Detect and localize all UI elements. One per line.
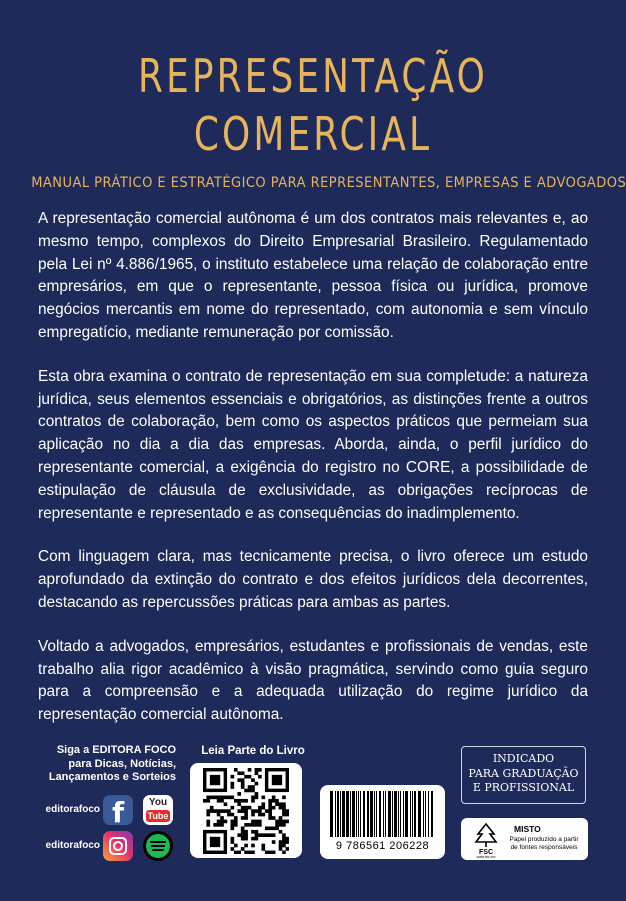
qr-module bbox=[258, 768, 262, 772]
paragraph-3: Com linguagem clara, mas tecnicamente precisa, o livro oferece um estudo aprofundado da extinção do contrato e dos efeitos jurídicos dela decorrentes, destacando as repercussões práticas para ambas as partes. bbox=[38, 548, 588, 611]
qr-module bbox=[248, 768, 252, 772]
qr-module bbox=[251, 844, 255, 848]
qr-module bbox=[241, 816, 245, 820]
qr-module bbox=[241, 799, 245, 803]
barcode-bar bbox=[400, 791, 401, 837]
barcode-bar bbox=[398, 791, 399, 837]
qr-module bbox=[258, 775, 262, 779]
qr-label: Leia Parte do Livro bbox=[201, 745, 305, 757]
qr-module bbox=[244, 799, 248, 803]
qr-module bbox=[234, 816, 238, 820]
qr-module bbox=[217, 796, 221, 800]
qr-module bbox=[251, 785, 255, 789]
qr-module bbox=[268, 816, 272, 820]
qr-module bbox=[255, 809, 259, 813]
paragraph-2: Esta obra examina o contrato de representação em sua completude: a natureza jurídica, seus elementos essenciais e obrigatórios, as distinções frente a outros contratos de colaboração, bem como os aspectos práticos que permeiam sua aplicação no dia a dia das empresas. Aborda, ainda, o perfil jurídico do representante comercial, a exigência do registro no CORE, a possibilidade de estipulação de cláusula de exclusividade, as obrigações recíprocas de representante e representado e as consequências do inadimplemento. bbox=[38, 367, 588, 522]
qr-module bbox=[237, 809, 241, 813]
barcode-bar bbox=[379, 791, 381, 837]
isbn-number: 9 786561 206228 bbox=[335, 840, 430, 852]
indicado-line-2-a: PARA bbox=[468, 766, 499, 780]
synopsis bbox=[38, 208, 588, 748]
barcode-bar bbox=[360, 791, 361, 837]
qr-module bbox=[272, 851, 276, 854]
qr-module bbox=[234, 768, 238, 772]
qr-module bbox=[286, 820, 289, 824]
qr-module bbox=[258, 809, 262, 813]
qr-module bbox=[244, 851, 248, 854]
qr-module bbox=[244, 837, 248, 841]
qr-module bbox=[279, 823, 283, 827]
qr-module bbox=[275, 820, 279, 824]
indicado-line-2-b: GRADUAÇÃO bbox=[502, 766, 579, 780]
qr-module bbox=[282, 851, 286, 854]
qr-module bbox=[231, 796, 235, 800]
qr-module bbox=[241, 826, 245, 830]
qr-module bbox=[265, 851, 269, 854]
qr-module bbox=[282, 823, 286, 827]
qr-module bbox=[282, 837, 286, 841]
qr-module bbox=[217, 823, 221, 827]
qr-module bbox=[224, 802, 228, 806]
qr-module bbox=[220, 796, 224, 800]
paragraph-1: A representação comercial autônoma é um dos contratos mais relevantes e, ao mesmo tempo, complexos do Direito Empresarial Brasileiro. Regulamentado pela Lei nº 4.886/1965, o instituto estabelece uma relação de colaboração entre empresários, em que o representante, pessoa física ou jurídica, promove negócios mercantis em nome do representado, com autonomia e sem vínculo empregatício, mediante remuneração por comissão. bbox=[38, 210, 588, 341]
qr-module bbox=[255, 830, 259, 834]
qr-module bbox=[255, 833, 259, 837]
spotify-wave-3 bbox=[152, 849, 164, 851]
barcode-bar bbox=[428, 791, 429, 837]
barcode-bar bbox=[356, 791, 357, 837]
barcode-bar bbox=[370, 791, 373, 837]
qr-module bbox=[268, 809, 272, 813]
qr-module bbox=[241, 847, 245, 851]
qr-module bbox=[272, 833, 276, 837]
barcode-bar bbox=[394, 791, 397, 837]
qr-module bbox=[258, 813, 262, 817]
qr-module bbox=[251, 796, 255, 800]
qr-module bbox=[241, 771, 245, 775]
qr-module bbox=[237, 799, 241, 803]
qr-module bbox=[251, 813, 255, 817]
qr-module bbox=[282, 820, 286, 824]
qr-module bbox=[282, 833, 286, 837]
fsc-logo-url: www.fsc.org bbox=[476, 855, 496, 858]
qr-module bbox=[248, 789, 252, 793]
qr-module bbox=[282, 796, 286, 800]
qr-module bbox=[241, 806, 245, 810]
qr-module bbox=[272, 816, 276, 820]
qr-module bbox=[265, 826, 269, 830]
qr-module bbox=[251, 851, 255, 854]
qr-code-graphic bbox=[203, 768, 289, 854]
qr-module bbox=[234, 799, 238, 803]
qr-module bbox=[286, 813, 289, 817]
youtube-you-text: You bbox=[148, 797, 168, 808]
qr-module bbox=[279, 840, 283, 844]
qr-module bbox=[279, 806, 283, 810]
barcode-bar bbox=[337, 791, 339, 837]
qr-module bbox=[206, 820, 210, 824]
qr-module bbox=[268, 799, 272, 803]
qr-module bbox=[220, 816, 224, 820]
qr-module bbox=[268, 826, 272, 830]
indicado-badge bbox=[461, 746, 586, 804]
social-handle-2: editorafoco bbox=[45, 840, 100, 851]
qr-module bbox=[261, 847, 265, 851]
qr-module bbox=[258, 833, 262, 837]
qr-module bbox=[231, 837, 235, 841]
indicado-line-3: E PROFISSIONAL bbox=[472, 781, 575, 794]
barcode-bar bbox=[346, 791, 349, 837]
qr-module bbox=[251, 809, 255, 813]
qr-module bbox=[224, 809, 228, 813]
barcode-bar bbox=[367, 791, 369, 837]
qr-module bbox=[282, 806, 286, 810]
barcode-bar bbox=[342, 791, 345, 837]
qr-module bbox=[279, 847, 283, 851]
qr-module bbox=[231, 826, 235, 830]
qr-module bbox=[248, 775, 252, 779]
qr-module bbox=[231, 782, 235, 786]
qr-module bbox=[217, 813, 221, 817]
qr-module bbox=[234, 820, 238, 824]
qr-module bbox=[286, 837, 289, 841]
qr-module bbox=[251, 820, 255, 824]
qr-module bbox=[279, 830, 283, 834]
social-follow-text bbox=[40, 744, 176, 785]
qr-module bbox=[217, 799, 221, 803]
qr-module bbox=[241, 809, 245, 813]
qr-module bbox=[231, 840, 235, 844]
qr-module bbox=[248, 823, 252, 827]
qr-module bbox=[255, 796, 259, 800]
qr-module bbox=[251, 823, 255, 827]
qr-module bbox=[231, 775, 235, 779]
qr-module bbox=[227, 796, 231, 800]
qr-module bbox=[220, 799, 224, 803]
qr-module bbox=[261, 802, 265, 806]
qr-module bbox=[206, 799, 210, 803]
qr-module bbox=[248, 806, 252, 810]
qr-module bbox=[255, 768, 259, 772]
qr-module bbox=[244, 806, 248, 810]
qr-module bbox=[210, 796, 214, 800]
instagram-icon[interactable] bbox=[103, 831, 133, 861]
qr-module bbox=[272, 799, 276, 803]
qr-module bbox=[217, 820, 221, 824]
qr-module bbox=[248, 851, 252, 854]
indicado-line-2 bbox=[462, 767, 585, 782]
qr-module bbox=[251, 837, 255, 841]
qr-module bbox=[206, 813, 210, 817]
qr-finder bbox=[272, 775, 282, 785]
qr-module bbox=[241, 778, 245, 782]
qr-module bbox=[251, 778, 255, 782]
qr-module bbox=[255, 771, 259, 775]
qr-finder bbox=[210, 837, 220, 847]
qr-module bbox=[282, 844, 286, 848]
qr-module bbox=[286, 809, 289, 813]
barcode-bar bbox=[374, 791, 375, 837]
barcode-graphic bbox=[328, 791, 437, 839]
title-line-1: REPRESENTAÇÃO bbox=[138, 49, 488, 103]
barcode-bar bbox=[403, 791, 404, 837]
barcode-bar bbox=[340, 791, 341, 837]
qr-module bbox=[206, 823, 210, 827]
qr-module bbox=[224, 796, 228, 800]
barcode-bar bbox=[418, 791, 421, 837]
qr-finder bbox=[210, 775, 220, 785]
qr-module bbox=[210, 806, 214, 810]
qr-module bbox=[244, 830, 248, 834]
qr-module bbox=[272, 840, 276, 844]
qr-module bbox=[244, 844, 248, 848]
qr-module bbox=[282, 840, 286, 844]
qr-module bbox=[268, 833, 272, 837]
qr-module bbox=[237, 833, 241, 837]
social-follow-line-3: Lançamentos e Sorteios bbox=[48, 771, 176, 783]
qr-module bbox=[268, 802, 272, 806]
qr-module bbox=[272, 806, 276, 810]
barcode-bar bbox=[352, 791, 355, 837]
qr-module bbox=[286, 840, 289, 844]
qr-module bbox=[244, 775, 248, 779]
qr-module bbox=[203, 799, 207, 803]
qr-module bbox=[213, 823, 217, 827]
barcode-bar bbox=[412, 791, 413, 837]
barcode-bar bbox=[376, 791, 377, 837]
qr-module bbox=[275, 823, 279, 827]
qr-module bbox=[213, 809, 217, 813]
qr-module bbox=[244, 833, 248, 837]
qr-module bbox=[224, 820, 228, 824]
social-follow-line-2: para Dicas, Notícias, bbox=[68, 757, 176, 770]
qr-module bbox=[213, 796, 217, 800]
facebook-glyph: f bbox=[112, 796, 125, 829]
qr-module bbox=[251, 799, 255, 803]
qr-module bbox=[255, 782, 259, 786]
title-line-2: COMERCIAL bbox=[193, 107, 433, 161]
qr-module bbox=[220, 809, 224, 813]
qr-module bbox=[255, 820, 259, 824]
qr-module bbox=[279, 802, 283, 806]
qr-module bbox=[227, 809, 231, 813]
barcode-bar bbox=[423, 791, 424, 837]
qr-module bbox=[279, 820, 283, 824]
qr-module bbox=[268, 813, 272, 817]
qr-module bbox=[261, 833, 265, 837]
qr-module bbox=[275, 799, 279, 803]
indicado-line-1: INDICADO bbox=[492, 752, 555, 765]
barcode-bar bbox=[431, 791, 433, 837]
qr-module bbox=[268, 851, 272, 854]
social-handle-1: editorafoco bbox=[45, 804, 100, 815]
qr-module bbox=[265, 809, 269, 813]
spotify-wave-2 bbox=[151, 845, 165, 847]
qr-module bbox=[258, 820, 262, 824]
qr-module bbox=[231, 813, 235, 817]
qr-module bbox=[286, 847, 289, 851]
qr-module bbox=[231, 806, 235, 810]
barcode-bar bbox=[330, 791, 333, 837]
qr-module bbox=[279, 816, 283, 820]
qr-module bbox=[248, 785, 252, 789]
qr-module bbox=[210, 809, 214, 813]
qr-module bbox=[206, 809, 210, 813]
barcode-bar bbox=[383, 791, 384, 837]
isbn-barcode bbox=[320, 785, 445, 859]
qr-module bbox=[220, 820, 224, 824]
paragraph-4: Voltado a advogados, empresários, estudantes e profissionais de vendas, este trabalho alia rigor acadêmico à visão pragmática, servindo como guia seguro para a compreensão e a adequada utilização do regime jurídico da representação comercial autônoma. bbox=[38, 637, 588, 724]
youtube-tube-text: Tube bbox=[147, 811, 169, 821]
qr-module bbox=[268, 806, 272, 810]
qr-module bbox=[282, 813, 286, 817]
spotify-icon[interactable] bbox=[143, 831, 173, 861]
qr-module bbox=[231, 847, 235, 851]
qr-module bbox=[261, 813, 265, 817]
qr-module bbox=[217, 809, 221, 813]
qr-module bbox=[237, 771, 241, 775]
barcode-bar bbox=[335, 791, 336, 837]
qr-module bbox=[237, 802, 241, 806]
qr-module bbox=[220, 823, 224, 827]
qr-module bbox=[272, 826, 276, 830]
barcode-bar bbox=[363, 791, 365, 837]
qr-module bbox=[241, 785, 245, 789]
qr-module bbox=[251, 789, 255, 793]
barcode-bar bbox=[388, 791, 391, 837]
spotify-wave-1 bbox=[150, 841, 166, 843]
qr-module bbox=[244, 823, 248, 827]
qr-module bbox=[258, 806, 262, 810]
subtitle: MANUAL PRÁTICO E ESTRATÉGICO PARA REPRESENTANTES, EMPRESAS E ADVOGADOS bbox=[31, 175, 626, 191]
fsc-description: Papel produzido a partir de fontes responsáveis bbox=[509, 836, 579, 851]
qr-module bbox=[241, 782, 245, 786]
fsc-certification bbox=[461, 818, 588, 860]
qr-module bbox=[234, 851, 238, 854]
qr-module bbox=[255, 837, 259, 841]
qr-module bbox=[275, 802, 279, 806]
barcode-bar bbox=[385, 791, 386, 837]
qr-module bbox=[227, 813, 231, 817]
qr-module bbox=[237, 851, 241, 854]
qr-module bbox=[282, 802, 286, 806]
qr-module bbox=[275, 826, 279, 830]
social-follow-line-1: Siga a EDITORA FOCO bbox=[56, 744, 176, 756]
fsc-tree-icon bbox=[471, 822, 501, 858]
barcode-bar bbox=[425, 791, 426, 837]
qr-module bbox=[265, 833, 269, 837]
qr-module bbox=[255, 823, 259, 827]
qr-module bbox=[206, 796, 210, 800]
barcode-bar bbox=[410, 791, 411, 837]
qr-module bbox=[251, 830, 255, 834]
qr-module bbox=[231, 785, 235, 789]
qr-module bbox=[279, 844, 283, 848]
qr-module bbox=[241, 833, 245, 837]
qr-module bbox=[261, 806, 265, 810]
qr-module bbox=[241, 837, 245, 841]
qr-module bbox=[237, 792, 241, 796]
qr-module bbox=[231, 820, 235, 824]
instagram-lens bbox=[113, 841, 123, 851]
fsc-logo-text: FSC bbox=[479, 849, 493, 856]
qr-code[interactable] bbox=[190, 763, 302, 858]
qr-module bbox=[261, 796, 265, 800]
qr-module bbox=[258, 823, 262, 827]
qr-module bbox=[237, 778, 241, 782]
qr-module bbox=[272, 796, 276, 800]
qr-module bbox=[244, 813, 248, 817]
qr-module bbox=[282, 809, 286, 813]
qr-module bbox=[234, 844, 238, 848]
qr-module bbox=[244, 809, 248, 813]
barcode-bar bbox=[405, 791, 408, 837]
qr-module bbox=[255, 792, 259, 796]
qr-module bbox=[241, 830, 245, 834]
barcode-bar bbox=[350, 791, 351, 837]
youtube-icon[interactable] bbox=[143, 795, 173, 825]
qr-module bbox=[244, 816, 248, 820]
facebook-icon[interactable] bbox=[103, 795, 133, 829]
qr-module bbox=[234, 823, 238, 827]
qr-module bbox=[231, 823, 235, 827]
barcode-bar bbox=[414, 791, 416, 837]
barcode-bar bbox=[358, 791, 359, 837]
fsc-label: MISTO bbox=[514, 824, 541, 834]
barcode-bar bbox=[392, 791, 393, 837]
qr-module bbox=[244, 789, 248, 793]
qr-module bbox=[261, 844, 265, 848]
